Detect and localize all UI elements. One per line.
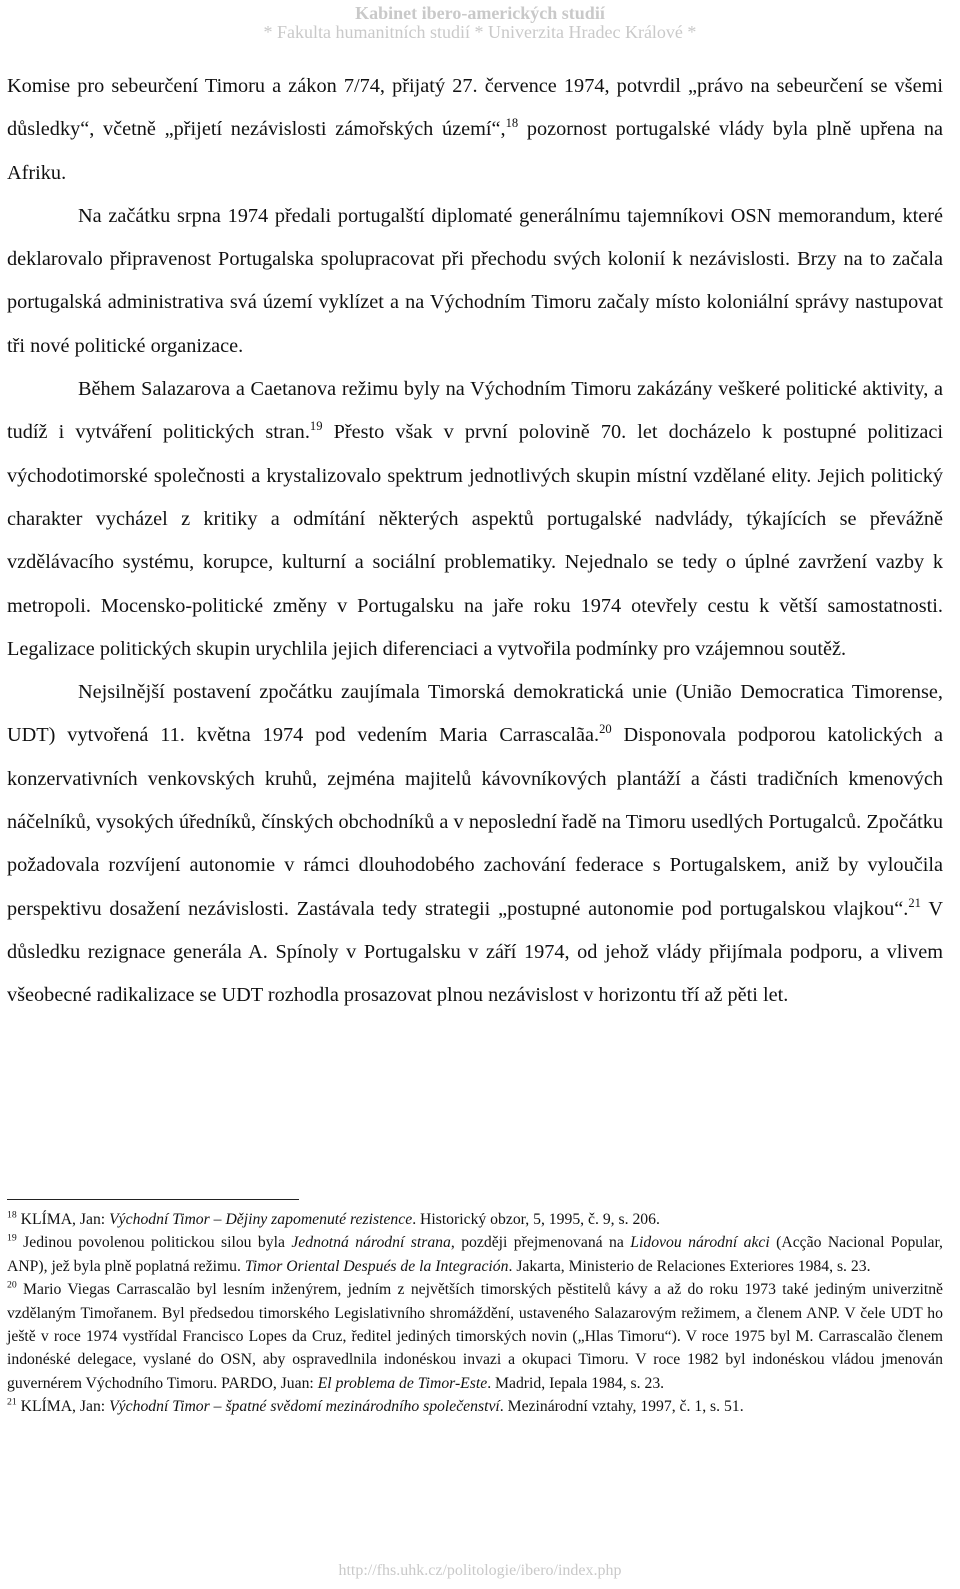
text-run: . Jakarta, Ministerio de Relaciones Exteriores 1984, s. 23.: [508, 1257, 871, 1275]
footnote-ref-18[interactable]: 18: [505, 116, 519, 131]
text-run: Mario Viegas Carrascalão byl lesním inženýrem, jedním z největších timorských pěstitelů kávy a až do roku 1973 také jediným univerzitně vzdělaným Timořanem. Byl předsedou timorského Legislativního shromáždění, ustaveného Salazarovým režimem, a členem ANP. V čele UDT ho ještě v roce 1974 vystřídal Francisco Lopes da Cruz, ředitel jediných timorských novin („Hlas Timoru“). V roce 1975 byl M. Carrascalão členem indonéské delegace, vyslané do OSN, aby ospravedlnila indonéskou invazi a okupaci Timoru. V roce 1982 byl indonéskou vládou jmenován guvernérem Východního Timoru. PARDO, Juan:: [7, 1281, 943, 1392]
main-text: [7, 65, 943, 1018]
citation-title: Východní Timor – Dějiny zapomenuté rezistence: [109, 1211, 413, 1228]
text-run: Přesto však v první polovině 70. let docházelo k postupné politizaci východotimorské společnosti a krystalizovalo spektrum jednotlivých skupin místní vzdělané elity. Jejich politický charakter vycházel z kritiky a odmítání některých aspektů portugalské nadvlády, týkajících se převážně vzdělávacího systému, korupce, kulturní a sociální problematiky. Nejednalo se tedy o úplné zavržení vazby k metropoli. Mocensko-politické změny v Portugalsku na jaře roku 1974 otevřely cestu k větší samostatnosti. Legalizace politických skupin urychlila jejich diferenciaci a vytvořila podmínky pro vzájemnou soutěž.: [7, 421, 943, 660]
text-run: KLÍMA, Jan:: [16, 1398, 110, 1416]
footnote-number: 18: [7, 1209, 17, 1221]
text-run: . Madrid, Iepala 1984, s. 23.: [487, 1374, 665, 1392]
text-run: Nejsilnější postavení zpočátku zaujímala Timorská demokratická unie (União Democratica Timorense, UDT) vytvořená 11. května 1974 pod vedením Maria Carrascalãa.: [7, 681, 943, 747]
paragraph-1: [7, 65, 943, 195]
footnote-ref-19[interactable]: 19: [309, 419, 323, 434]
footer-url[interactable]: http://fhs.uhk.cz/politologie/ibero/index.php: [338, 1562, 622, 1579]
citation-title: Timor Oriental Después de la Integración: [244, 1257, 509, 1275]
paragraph-3: [7, 368, 943, 671]
text-run: . Mezinárodní vztahy, 1997, č. 1, s. 51.: [499, 1398, 744, 1416]
footnote-ref-21[interactable]: 21: [908, 895, 921, 910]
text-run: V důsledku rezignace generála A. Spínoly v Portugalsku v září 1974, od jehož vlády přijímala podporu, a vlivem všeobecné radikalizace se UDT rozhodla prosazovat plnou nezávislost v horizontu tří až pěti let.: [7, 897, 943, 1007]
footnote-19: [7, 1231, 943, 1278]
text-run: Jedinou povolenou politickou silou byla: [16, 1234, 292, 1252]
italic-term: Lidovou národní akci: [630, 1234, 770, 1252]
text-run: Během Salazarova a Caetanova režimu byly na Východním Timoru zakázány veškeré politické aktivity, a tudíž i vytváření politických stran.: [7, 378, 943, 444]
footnote-number: 20: [7, 1279, 17, 1291]
footnote-divider: [7, 1199, 299, 1200]
citation-title: Východní Timor – špatné svědomí mezinárodního společenství: [109, 1398, 500, 1416]
header-title: Kabinet ibero-amerických studií: [355, 3, 605, 23]
italic-term: Jednotná národní strana: [291, 1234, 451, 1252]
text-run: Komise pro sebeurčení Timoru a zákon 7/74, přijatý 27. července 1974, potvrdil „právo na sebeurčení se všemi důsledky“, včetně „přijetí nezávislosti zámořských území“,: [7, 75, 943, 141]
footnote-number: 19: [7, 1233, 17, 1245]
footnote-18: [7, 1208, 943, 1231]
footnote-number: 21: [7, 1396, 17, 1408]
citation-title: El problema de Timor-Este: [317, 1374, 488, 1392]
footnote-20: [7, 1278, 943, 1395]
text-run: KLÍMA, Jan:: [16, 1211, 110, 1228]
footnote-ref-20[interactable]: 20: [599, 722, 612, 737]
footnotes: [7, 1208, 943, 1419]
text-run: Disponovala podporou katolických a konzervativních venkovských kruhů, zejména majitelů kávovníkových plantáží a části tradičních kmenových náčelníků, vysokých úředníků, čínských obchodníků a v neposlední řadě na Timoru usedlých Portugalců. Zpočátku požadovala rozvíjení autonomie v rámci dlouhodobého zachování federace s Portugalskem, aniž by vyloučila perspektivu dosažení nezávislosti. Zastávala tedy strategii „postupné autonomie pod portugalskou vlajkou“.: [7, 724, 943, 920]
text-run: (Acção Nacional Popular, ANP), jež byla plně poplatná režimu.: [7, 1234, 943, 1275]
footnote-21: [7, 1395, 943, 1418]
paragraph-2: Na začátku srpna 1974 předali portugalští diplomaté generálnímu tajemníkovi OSN memorandum, které deklarovalo připravenost Portugalska spolupracovat při přechodu svých kolonií k nezávislosti. Brzy na to začala portugalská administrativa svá území vyklízet a na Východním Timoru začaly místo koloniální správy nastupovat tři nové politické organizace.: [7, 204, 943, 357]
text-run: . Historický obzor, 5, 1995, č. 9, s. 206.: [412, 1211, 660, 1228]
paragraph-4: [7, 671, 943, 1017]
text-run: , později přejmenovaná na: [450, 1234, 631, 1252]
text-run: pozornost portugalské vlády byla plně upřena na Afriku.: [7, 118, 943, 184]
header-subtitle: * Fakulta humanitních studií * Univerzita Hradec Králové *: [263, 22, 697, 42]
